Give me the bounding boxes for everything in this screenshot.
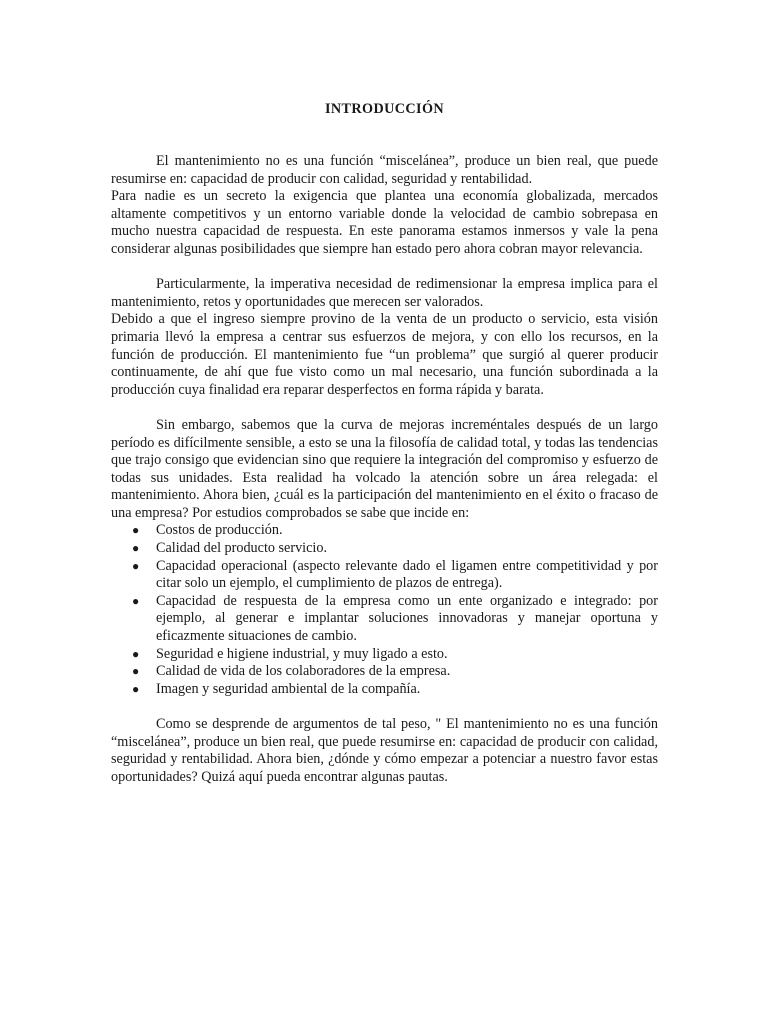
bullet-icon: ●	[132, 593, 140, 608]
list-item-text: Capacidad de respuesta de la empresa como un ente organizado e integrado: por ejemplo, al generar e implantar soluciones innovadoras y manejar oportuna y eficazmente situaciones de cambio.	[156, 592, 658, 645]
paragraph-2-sentence-1: Particularmente, la imperativa necesidad de redimensionar la empresa implica para el mantenimiento, retos y oportunidades que merecen ser valorados.	[111, 276, 658, 310]
paragraph-3: Sin embargo, sabemos que la curva de mejoras increméntales después de un largo período es difícilmente sensible, a esto se una la filosofía de calidad total, y todas las tendencias que trajo consigo que evidencian sino que requiere la integración del compromiso y esfuerzo de todas sus unidades. Esta realidad ha volcado la atención sobre un área relegada: el mantenimiento. Ahora bien, ¿cuál es la participación del mantenimiento en el éxito o fracaso de una empresa? Por estudios comprobados se sabe que incide en:	[111, 416, 658, 521]
bullet-icon: ●	[132, 681, 140, 696]
paragraph-spacer	[111, 698, 658, 716]
document-body	[111, 153, 658, 786]
paragraph-1-sentence-2: Para nadie es un secreto la exigencia que plantea una economía globalizada, mercados altamente competitivos y un entorno variable donde la velocidad de cambio sobrepasa en mucho nuestra capacidad de respuesta. En este panorama estamos inmersos y vale la pena considerar algunas posibilidades que siempre han estado pero ahora cobran mayor relevancia.	[111, 188, 658, 257]
list-item-text: Imagen y seguridad ambiental de la compañía.	[156, 680, 421, 697]
paragraph-4: Como se desprende de argumentos de tal peso, " El mantenimiento no es una función “miscelánea”, produce un bien real, que puede resumirse en: capacidad de producir con calidad, seguridad y rentabilidad. Ahora bien, ¿dónde y cómo empezar a potenciar a nuestro favor estas oportunidades? Quizá aquí pueda encontrar algunas pautas.	[111, 716, 658, 785]
bullet-icon: ●	[132, 558, 140, 573]
document-title: INTRODUCCIÓN	[324, 101, 445, 117]
list-item	[111, 646, 658, 664]
list-item	[111, 540, 658, 558]
bullet-icon: ●	[132, 523, 140, 538]
list-item-text: Capacidad operacional (aspecto relevante dado el ligamen entre competitividad y por citar solo un ejemplo, el cumplimiento de plazos de entrega).	[156, 557, 658, 592]
paragraph-2-sentence-2: Debido a que el ingreso siempre provino de la venta de un producto o servicio, esta visión primaria llevó la empresa a centrar sus esfuerzos de mejora, y con ello los recursos, en la función de producción. El mantenimiento fue “un problema” que surgió al querer producir continuamente, de ahí que fue visto como un mal necesario, una función subordinada a la producción cuya finalidad era reparar desperfectos en forma rápida y barata.	[111, 311, 658, 398]
paragraph-spacer	[111, 399, 658, 417]
list-item-text: Calidad de vida de los colaboradores de la empresa.	[156, 663, 451, 680]
list-item-text: Costos de producción.	[156, 522, 283, 539]
bullet-icon: ●	[132, 646, 140, 661]
list-item-text: Calidad del producto servicio.	[156, 540, 327, 557]
bullet-icon: ●	[132, 541, 140, 556]
list-item	[111, 558, 658, 593]
list-item	[111, 522, 658, 540]
list-item	[111, 593, 658, 646]
impact-bullet-list	[111, 522, 658, 698]
paragraph-1-sentence-1: El mantenimiento no es una función “miscelánea”, produce un bien real, que puede resumirse en: capacidad de producir con calidad, seguridad y rentabilidad.	[111, 153, 658, 187]
paragraph-spacer	[111, 259, 658, 277]
list-item	[111, 663, 658, 681]
list-item-text: Seguridad e higiene industrial, y muy ligado a esto.	[156, 645, 448, 662]
bullet-icon: ●	[132, 664, 140, 679]
list-item	[111, 681, 658, 699]
